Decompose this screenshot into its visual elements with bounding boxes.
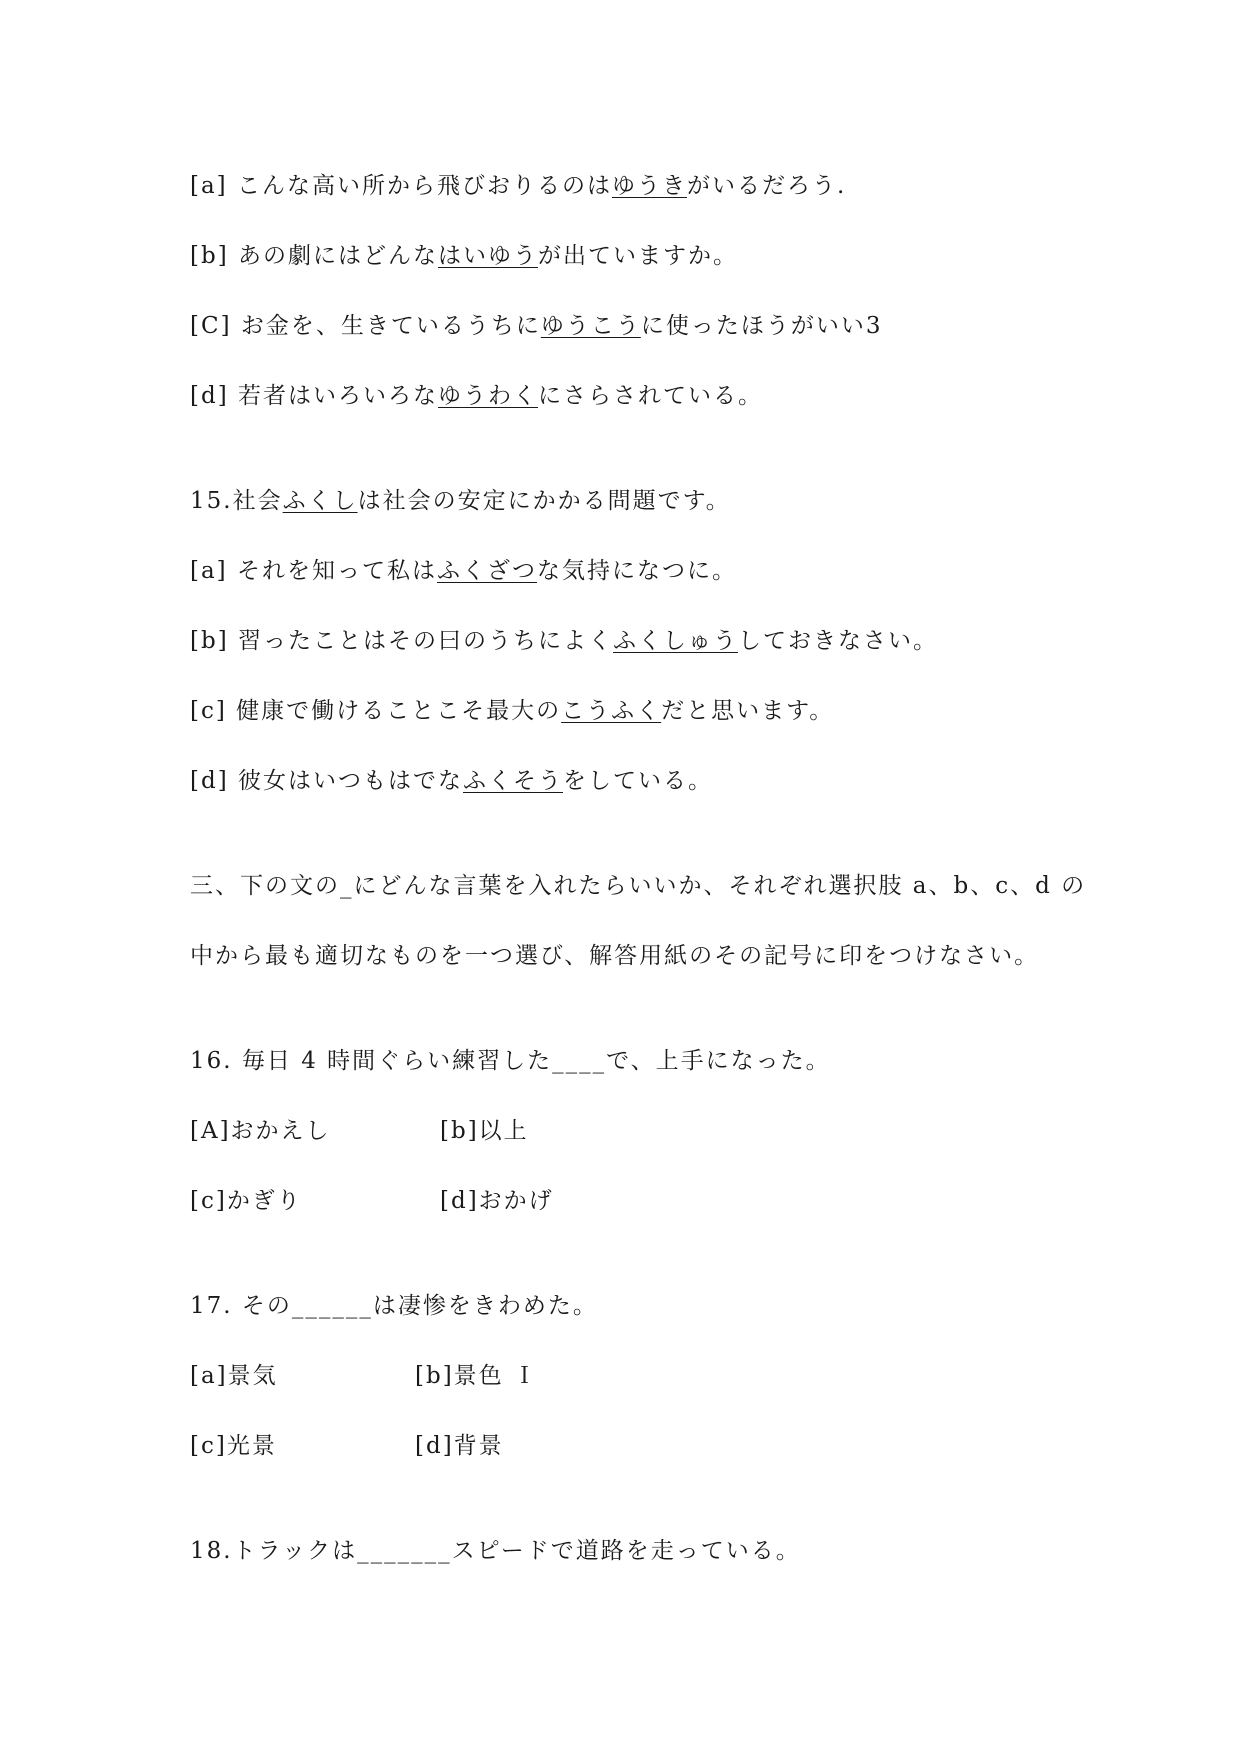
q14-option-d	[190, 381, 763, 411]
section3-instruction-line2: 中から最も適切なものを一つ選び、解答用紙のその記号に印をつけなさい。	[190, 943, 1040, 969]
option-label: [a]	[190, 173, 228, 199]
option-text-post: にさらされている。	[537, 383, 763, 409]
option-text-post: な気持になつに。	[536, 558, 737, 584]
option-text-post: がいるだろう.	[686, 173, 847, 199]
option-label: [c]	[190, 698, 227, 724]
q17-option-c: [c]光景	[190, 1433, 277, 1459]
q17-stem: 17. その______は凄惨をきわめた。	[190, 1293, 598, 1319]
underlined-word: ゆうき	[611, 173, 687, 199]
q14-option-a	[190, 171, 846, 201]
q15-option-d	[190, 766, 713, 796]
section3-instruction-line1: 三、下の文の_にどんな言葉を入れたらいいか、それぞれ選択肢 a、b、c、d の	[190, 873, 1087, 899]
option-text-post: だと思います。	[661, 698, 835, 724]
q16-option-a: [A]おかえし	[190, 1118, 331, 1144]
option-label: [b]	[190, 628, 229, 654]
underlined-word: ゆうこう	[540, 313, 641, 339]
q17-option-b: [b]景色 Ｉ	[415, 1363, 538, 1389]
option-text-post: に使ったほうがいい3	[640, 313, 883, 339]
q16-option-b: [b]以上	[440, 1118, 529, 1144]
option-text-post: をしている。	[562, 768, 713, 794]
underlined-word: はいゆう	[437, 243, 538, 269]
option-text-pre: こんな高い所から飛びおりるのは	[236, 173, 612, 199]
option-label: [b]	[190, 243, 229, 269]
underlined-word: ふくそう	[462, 768, 563, 794]
q15-stem	[190, 486, 731, 516]
q16-stem: 16. 毎日 4 時間ぐらい練習した____で、上手になった。	[190, 1048, 831, 1074]
option-text-pre: あの劇にはどんな	[237, 243, 438, 269]
underlined-word: こうふく	[561, 698, 662, 724]
option-text-pre: 健康で働けることこそ最大の	[236, 698, 562, 724]
underlined-word: ゆうわく	[437, 383, 538, 409]
q14-option-b	[190, 241, 738, 271]
q17-option-d: [d]背景	[415, 1433, 504, 1459]
option-text-pre: それを知って私は	[236, 558, 437, 584]
stem-text-pre: 15.社会	[190, 488, 283, 514]
q16-option-c: [c]かぎり	[190, 1188, 302, 1214]
option-text-pre: 習ったことはその曰のうちによく	[237, 628, 613, 654]
underlined-word: ふくしゅう	[612, 628, 738, 654]
q15-option-c	[190, 696, 834, 726]
option-text-pre: 若者はいろいろな	[237, 383, 438, 409]
q14-option-c	[190, 311, 883, 341]
stem-text-post: は社会の安定にかかる問題です。	[357, 488, 731, 514]
q17-option-a: [a]景気	[190, 1363, 278, 1389]
option-label: [d]	[190, 768, 229, 794]
q18-stem: 18.トラックは_______スピードで道路を走っている。	[190, 1538, 801, 1564]
option-text-pre: 彼女はいつもはでな	[237, 768, 463, 794]
option-text-pre: お金を、生きているうちに	[240, 313, 541, 339]
q15-option-b	[190, 626, 938, 656]
option-text-post: しておきなさい。	[737, 628, 938, 654]
underlined-word: ふくし	[282, 488, 358, 514]
q16-option-d: [d]おかげ	[440, 1188, 554, 1214]
underlined-word: ふくざつ	[436, 558, 537, 584]
option-label: [C]	[190, 313, 232, 339]
option-label: [a]	[190, 558, 228, 584]
option-text-post: が出ていますか。	[537, 243, 738, 269]
option-label: [d]	[190, 383, 229, 409]
q15-option-a	[190, 556, 737, 586]
